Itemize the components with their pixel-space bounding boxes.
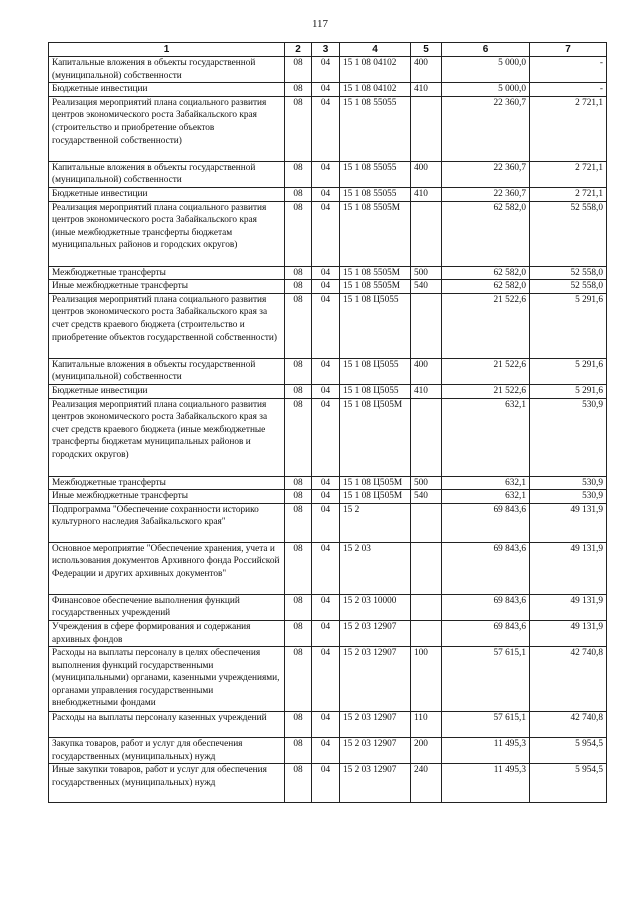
target-article-code: 15 2 03 12907 bbox=[340, 712, 411, 738]
row-name: Межбюджетные трансферты bbox=[49, 476, 285, 490]
subsection-code: 04 bbox=[312, 490, 340, 504]
subsection-code: 04 bbox=[312, 542, 340, 594]
table-row bbox=[49, 647, 607, 712]
amount-col6: 632,1 bbox=[442, 398, 530, 476]
amount-col6: 5 000,0 bbox=[442, 83, 530, 97]
row-name: Иные закупки товаров, работ и услуг для обеспечения государственных (муниципальных) нужд bbox=[49, 764, 285, 803]
table-row bbox=[49, 503, 607, 542]
expense-type-code bbox=[411, 542, 442, 594]
section-code: 08 bbox=[285, 738, 312, 764]
col-header-1: 1 bbox=[49, 43, 285, 57]
amount-col7: 530,9 bbox=[530, 490, 607, 504]
table-row bbox=[49, 57, 607, 83]
row-name: Межбюджетные трансферты bbox=[49, 266, 285, 280]
section-code: 08 bbox=[285, 503, 312, 542]
target-article-code: 15 2 bbox=[340, 503, 411, 542]
table-row bbox=[49, 398, 607, 476]
section-code: 08 bbox=[285, 266, 312, 280]
target-article-code: 15 1 08 55055 bbox=[340, 161, 411, 187]
subsection-code: 04 bbox=[312, 764, 340, 803]
row-name: Расходы на выплаты персоналу казенных учреждений bbox=[49, 712, 285, 738]
amount-col7: 52 558,0 bbox=[530, 201, 607, 266]
section-code: 08 bbox=[285, 201, 312, 266]
amount-col6: 21 522,6 bbox=[442, 384, 530, 398]
expense-type-code: 100 bbox=[411, 647, 442, 712]
row-name: Основное мероприятие "Обеспечение хранения, учета и использования документов Архивного фонда Российской Федерации и других архивных документов" bbox=[49, 542, 285, 594]
col-header-7: 7 bbox=[530, 43, 607, 57]
subsection-code: 04 bbox=[312, 201, 340, 266]
subsection-code: 04 bbox=[312, 620, 340, 646]
amount-col6: 57 615,1 bbox=[442, 647, 530, 712]
target-article-code: 15 1 08 04102 bbox=[340, 57, 411, 83]
row-name: Реализация мероприятий плана социального развития центров экономического роста Забайкальского края (строительство и приобретение объектов государственной собственности) bbox=[49, 96, 285, 161]
row-name: Бюджетные инвестиции bbox=[49, 384, 285, 398]
amount-col6: 22 360,7 bbox=[442, 96, 530, 161]
amount-col7: 530,9 bbox=[530, 476, 607, 490]
row-name: Бюджетные инвестиции bbox=[49, 187, 285, 201]
expense-type-code bbox=[411, 293, 442, 358]
section-code: 08 bbox=[285, 280, 312, 294]
subsection-code: 04 bbox=[312, 647, 340, 712]
col-header-6: 6 bbox=[442, 43, 530, 57]
subsection-code: 04 bbox=[312, 57, 340, 83]
subsection-code: 04 bbox=[312, 83, 340, 97]
section-code: 08 bbox=[285, 358, 312, 384]
subsection-code: 04 bbox=[312, 358, 340, 384]
target-article-code: 15 1 08 Ц5055 bbox=[340, 293, 411, 358]
subsection-code: 04 bbox=[312, 187, 340, 201]
amount-col7: 2 721,1 bbox=[530, 161, 607, 187]
table-body bbox=[49, 57, 607, 803]
row-name: Капитальные вложения в объекты государственной (муниципальной) собственности bbox=[49, 161, 285, 187]
table-row bbox=[49, 83, 607, 97]
expense-type-code: 400 bbox=[411, 161, 442, 187]
row-name: Капитальные вложения в объекты государственной (муниципальной) собственности bbox=[49, 57, 285, 83]
row-name: Реализация мероприятий плана социального развития центров экономического роста Забайкальского края за счет средств краевого бюджета (строительство и приобретение объектов государственной собственности) bbox=[49, 293, 285, 358]
amount-col7: 49 131,9 bbox=[530, 620, 607, 646]
table-row bbox=[49, 280, 607, 294]
target-article-code: 15 2 03 bbox=[340, 542, 411, 594]
table-row bbox=[49, 96, 607, 161]
budget-table bbox=[48, 42, 607, 803]
amount-col7: 52 558,0 bbox=[530, 280, 607, 294]
subsection-code: 04 bbox=[312, 384, 340, 398]
amount-col6: 69 843,6 bbox=[442, 594, 530, 620]
row-name: Бюджетные инвестиции bbox=[49, 83, 285, 97]
section-code: 08 bbox=[285, 83, 312, 97]
row-name: Реализация мероприятий плана социального развития центров экономического роста Забайкальского края (иные межбюджетные трансферты бюджетам муниципальных районов и городских округов) bbox=[49, 201, 285, 266]
row-name: Расходы на выплаты персоналу в целях обеспечения выполнения функций государственными (муниципальными) органами, казенными учреждениями, органами управления государственными внебюджетными фондами bbox=[49, 647, 285, 712]
row-name: Подпрограмма "Обеспечение сохранности историко культурного наследия Забайкальского края" bbox=[49, 503, 285, 542]
target-article-code: 15 1 08 Ц5055 bbox=[340, 358, 411, 384]
table-row bbox=[49, 266, 607, 280]
expense-type-code: 410 bbox=[411, 187, 442, 201]
expense-type-code: 240 bbox=[411, 764, 442, 803]
expense-type-code: 410 bbox=[411, 83, 442, 97]
expense-type-code bbox=[411, 620, 442, 646]
amount-col7: 5 954,5 bbox=[530, 738, 607, 764]
amount-col6: 69 843,6 bbox=[442, 620, 530, 646]
amount-col7: 49 131,9 bbox=[530, 542, 607, 594]
target-article-code: 15 2 03 12907 bbox=[340, 764, 411, 803]
amount-col6: 21 522,6 bbox=[442, 358, 530, 384]
expense-type-code bbox=[411, 96, 442, 161]
expense-type-code: 400 bbox=[411, 358, 442, 384]
amount-col7: 49 131,9 bbox=[530, 503, 607, 542]
amount-col7: 5 954,5 bbox=[530, 764, 607, 803]
expense-type-code: 540 bbox=[411, 490, 442, 504]
target-article-code: 15 2 03 12907 bbox=[340, 620, 411, 646]
amount-col6: 62 582,0 bbox=[442, 280, 530, 294]
expense-type-code: 500 bbox=[411, 476, 442, 490]
amount-col6: 21 522,6 bbox=[442, 293, 530, 358]
col-header-4: 4 bbox=[340, 43, 411, 57]
row-name: Иные межбюджетные трансферты bbox=[49, 490, 285, 504]
amount-col6: 11 495,3 bbox=[442, 764, 530, 803]
amount-col7: 5 291,6 bbox=[530, 293, 607, 358]
amount-col7: 52 558,0 bbox=[530, 266, 607, 280]
subsection-code: 04 bbox=[312, 712, 340, 738]
col-header-2: 2 bbox=[285, 43, 312, 57]
table-row bbox=[49, 476, 607, 490]
section-code: 08 bbox=[285, 647, 312, 712]
amount-col6: 69 843,6 bbox=[442, 542, 530, 594]
amount-col6: 69 843,6 bbox=[442, 503, 530, 542]
section-code: 08 bbox=[285, 293, 312, 358]
row-name: Иные межбюджетные трансферты bbox=[49, 280, 285, 294]
table-row bbox=[49, 542, 607, 594]
table-row bbox=[49, 384, 607, 398]
table-row bbox=[49, 738, 607, 764]
section-code: 08 bbox=[285, 398, 312, 476]
amount-col6: 22 360,7 bbox=[442, 161, 530, 187]
row-name: Учреждения в сфере формирования и содержания архивных фондов bbox=[49, 620, 285, 646]
amount-col7: 42 740,8 bbox=[530, 712, 607, 738]
section-code: 08 bbox=[285, 490, 312, 504]
table-header-row bbox=[49, 43, 607, 57]
amount-col7: 530,9 bbox=[530, 398, 607, 476]
target-article-code: 15 1 08 55055 bbox=[340, 96, 411, 161]
section-code: 08 bbox=[285, 96, 312, 161]
subsection-code: 04 bbox=[312, 266, 340, 280]
expense-type-code: 110 bbox=[411, 712, 442, 738]
subsection-code: 04 bbox=[312, 476, 340, 490]
section-code: 08 bbox=[285, 187, 312, 201]
expense-type-code bbox=[411, 594, 442, 620]
expense-type-code: 410 bbox=[411, 384, 442, 398]
expense-type-code bbox=[411, 503, 442, 542]
subsection-code: 04 bbox=[312, 161, 340, 187]
table-row bbox=[49, 712, 607, 738]
target-article-code: 15 1 08 Ц505М bbox=[340, 490, 411, 504]
table-row bbox=[49, 620, 607, 646]
target-article-code: 15 1 08 5505М bbox=[340, 201, 411, 266]
col-header-5: 5 bbox=[411, 43, 442, 57]
target-article-code: 15 1 08 Ц505М bbox=[340, 476, 411, 490]
row-name: Реализация мероприятий плана социального развития центров экономического роста Забайкальского края за счет средств краевого бюджета (иные межбюджетные трансферты бюджетам муниципальных районов и городских округов) bbox=[49, 398, 285, 476]
section-code: 08 bbox=[285, 384, 312, 398]
amount-col6: 11 495,3 bbox=[442, 738, 530, 764]
subsection-code: 04 bbox=[312, 293, 340, 358]
amount-col7: 42 740,8 bbox=[530, 647, 607, 712]
subsection-code: 04 bbox=[312, 503, 340, 542]
expense-type-code: 540 bbox=[411, 280, 442, 294]
amount-col6: 62 582,0 bbox=[442, 201, 530, 266]
table-row bbox=[49, 490, 607, 504]
subsection-code: 04 bbox=[312, 280, 340, 294]
target-article-code: 15 1 08 5505М bbox=[340, 280, 411, 294]
section-code: 08 bbox=[285, 594, 312, 620]
amount-col7: 49 131,9 bbox=[530, 594, 607, 620]
section-code: 08 bbox=[285, 161, 312, 187]
expense-type-code: 500 bbox=[411, 266, 442, 280]
amount-col7: 2 721,1 bbox=[530, 187, 607, 201]
amount-col7: - bbox=[530, 83, 607, 97]
expense-type-code bbox=[411, 398, 442, 476]
col-header-3: 3 bbox=[312, 43, 340, 57]
target-article-code: 15 1 08 5505М bbox=[340, 266, 411, 280]
row-name: Капитальные вложения в объекты государственной (муниципальной) собственности bbox=[49, 358, 285, 384]
section-code: 08 bbox=[285, 57, 312, 83]
target-article-code: 15 2 03 10000 bbox=[340, 594, 411, 620]
amount-col6: 22 360,7 bbox=[442, 187, 530, 201]
subsection-code: 04 bbox=[312, 398, 340, 476]
amount-col6: 57 615,1 bbox=[442, 712, 530, 738]
subsection-code: 04 bbox=[312, 594, 340, 620]
table-row bbox=[49, 161, 607, 187]
table-row bbox=[49, 594, 607, 620]
target-article-code: 15 1 08 55055 bbox=[340, 187, 411, 201]
table-row bbox=[49, 764, 607, 803]
amount-col6: 632,1 bbox=[442, 490, 530, 504]
section-code: 08 bbox=[285, 542, 312, 594]
section-code: 08 bbox=[285, 712, 312, 738]
section-code: 08 bbox=[285, 476, 312, 490]
subsection-code: 04 bbox=[312, 738, 340, 764]
table-row bbox=[49, 293, 607, 358]
target-article-code: 15 2 03 12907 bbox=[340, 647, 411, 712]
amount-col7: 2 721,1 bbox=[530, 96, 607, 161]
amount-col6: 632,1 bbox=[442, 476, 530, 490]
amount-col7: - bbox=[530, 57, 607, 83]
row-name: Закупка товаров, работ и услуг для обеспечения государственных (муниципальных) нужд bbox=[49, 738, 285, 764]
expense-type-code: 200 bbox=[411, 738, 442, 764]
row-name: Финансовое обеспечение выполнения функций государственных учреждений bbox=[49, 594, 285, 620]
table-row bbox=[49, 187, 607, 201]
amount-col7: 5 291,6 bbox=[530, 358, 607, 384]
subsection-code: 04 bbox=[312, 96, 340, 161]
expense-type-code: 400 bbox=[411, 57, 442, 83]
target-article-code: 15 2 03 12907 bbox=[340, 738, 411, 764]
amount-col6: 62 582,0 bbox=[442, 266, 530, 280]
amount-col7: 5 291,6 bbox=[530, 384, 607, 398]
amount-col6: 5 000,0 bbox=[442, 57, 530, 83]
page-number: 117 bbox=[311, 18, 329, 30]
section-code: 08 bbox=[285, 764, 312, 803]
expense-type-code bbox=[411, 201, 442, 266]
section-code: 08 bbox=[285, 620, 312, 646]
target-article-code: 15 1 08 Ц505М bbox=[340, 398, 411, 476]
table-row bbox=[49, 201, 607, 266]
target-article-code: 15 1 08 Ц5055 bbox=[340, 384, 411, 398]
target-article-code: 15 1 08 04102 bbox=[340, 83, 411, 97]
table-row bbox=[49, 358, 607, 384]
